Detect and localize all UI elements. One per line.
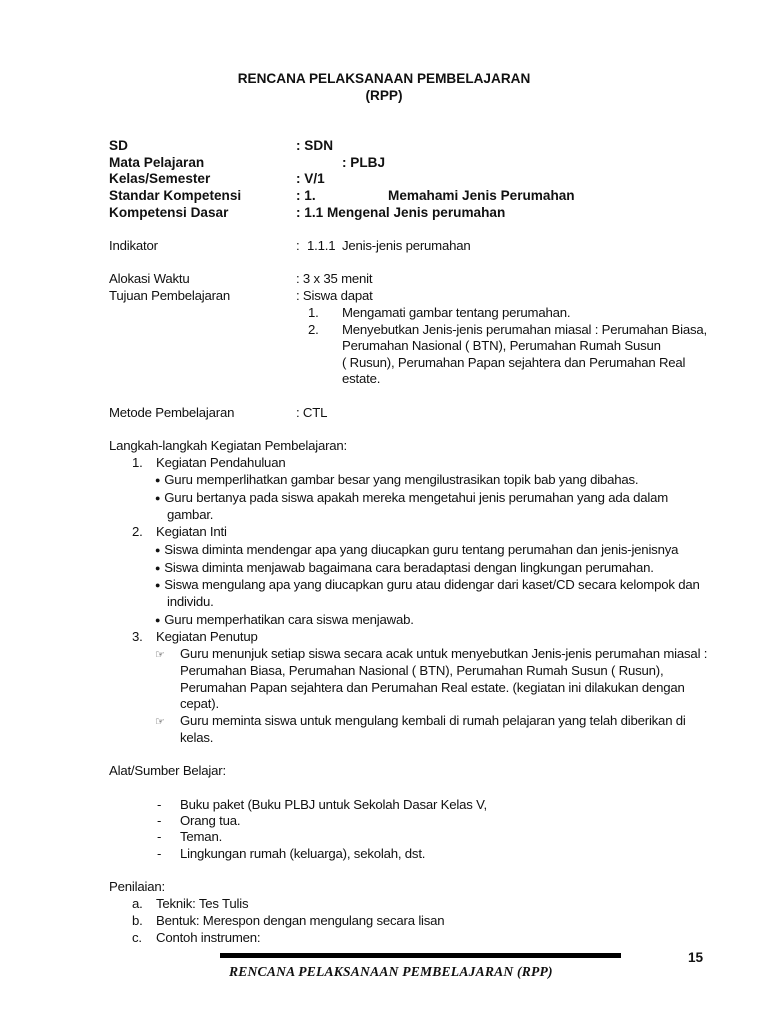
identity-value: : PLBJ — [342, 155, 386, 170]
section-number: 3. — [132, 629, 143, 644]
bullet-item: Guru meminta siswa untuk mengulang kembali di rumah pelajaran yang telah diberikan di — [180, 713, 686, 728]
page-number: 15 — [688, 950, 704, 965]
footer-title: RENCANA PELAKSANAAN PEMBELAJARAN (RPP) — [229, 964, 553, 979]
bullet-item: ● Siswa mengulang apa yang diucapkan guru atau didengar dari kaset/CD secara kelompok dan — [155, 577, 700, 592]
bullet-icon: ● — [155, 545, 161, 555]
identity-value: : SDN — [296, 138, 334, 153]
tujuan-item-number: 1. — [308, 305, 319, 320]
bullet-icon: ● — [155, 493, 161, 503]
indikator-colon: : — [296, 238, 300, 253]
bullet-item: ● Siswa diminta mendengar apa yang diucapkan guru tentang perumahan dan jenis-jenisnya — [155, 542, 679, 557]
identity-label: Mata Pelajaran — [109, 155, 205, 170]
bullet-icon: ● — [155, 580, 161, 590]
pointing-hand-icon: ☞ — [155, 716, 165, 728]
tujuan-item-text: Menyebutkan Jenis-jenis perumahan miasal : Perumahan Biasa, — [342, 322, 707, 337]
alokasi-label: Alokasi Waktu — [109, 271, 190, 286]
tujuan-value: : Siswa dapat — [296, 288, 373, 303]
document-subtitle: (RPP) — [365, 88, 403, 103]
section-title: Kegiatan Inti — [156, 524, 227, 539]
bullet-item-continuation: gambar. — [167, 507, 214, 522]
section-number: 1. — [132, 455, 143, 470]
bullet-item-continuation: cepat). — [180, 696, 219, 711]
penilaian-letter: c. — [132, 930, 142, 945]
bullet-icon: ● — [155, 475, 161, 485]
penilaian-letter: b. — [132, 913, 143, 928]
dash-marker: - — [157, 797, 162, 812]
indikator-number: 1.1.1 — [307, 238, 336, 253]
footer-rule — [220, 953, 621, 958]
bullet-icon: ● — [155, 563, 161, 573]
metode-value: : CTL — [296, 405, 328, 420]
tujuan-item-text: Mengamati gambar tentang perumahan. — [342, 305, 571, 320]
langkah-heading: Langkah-langkah Kegiatan Pembelajaran: — [109, 438, 348, 453]
bullet-item: ● Guru memperhatikan cara siswa menjawab. — [155, 612, 414, 627]
bullet-item: Guru menunjuk setiap siswa secara acak untuk menyebutkan Jenis-jenis perumahan miasal : — [180, 646, 708, 661]
bullet-item-continuation: kelas. — [180, 730, 214, 745]
alat-item: Lingkungan rumah (keluarga), sekolah, dst. — [180, 846, 426, 861]
alokasi-value: : 3 x 35 menit — [296, 271, 373, 286]
penilaian-item: Contoh instrumen: — [156, 930, 261, 945]
alat-item: Buku paket (Buku PLBJ untuk Sekolah Dasar Kelas V, — [180, 797, 487, 812]
identity-value: : V/1 — [296, 171, 325, 186]
document-title: RENCANA PELAKSANAAN PEMBELAJARAN — [237, 71, 531, 86]
penilaian-item: Bentuk: Merespon dengan mengulang secara lisan — [156, 913, 445, 928]
section-number: 2. — [132, 524, 143, 539]
alat-heading: Alat/Sumber Belajar: — [109, 763, 226, 778]
bullet-item: ● Guru memperlihatkan gambar besar yang mengilustrasikan topik bab yang dibahas. — [155, 472, 639, 487]
bullet-icon: ● — [155, 615, 161, 625]
indikator-text: Jenis-jenis perumahan — [342, 238, 471, 253]
alat-item: Orang tua. — [180, 813, 241, 828]
identity-label: Kelas/Semester — [109, 171, 211, 186]
section-title: Kegiatan Penutup — [156, 629, 258, 644]
identity-label: SD — [109, 138, 128, 153]
identity-label: Kompetensi Dasar — [109, 205, 229, 220]
dash-marker: - — [157, 829, 162, 844]
bullet-item-continuation: individu. — [167, 594, 214, 609]
penilaian-letter: a. — [132, 896, 143, 911]
identity-label: Standar Kompetensi — [109, 188, 242, 203]
tujuan-item-text: ( Rusun), Perumahan Papan sejahtera dan Perumahan Real — [342, 355, 686, 370]
tujuan-item-text: Perumahan Nasional ( BTN), Perumahan Rumah Susun — [342, 338, 661, 353]
bullet-item: ● Guru bertanya pada siswa apakah mereka mengetahui jenis perumahan yang ada dalam — [155, 490, 669, 505]
indikator-label: Indikator — [109, 238, 158, 253]
tujuan-item-number: 2. — [308, 322, 319, 337]
metode-label: Metode Pembelajaran — [109, 405, 235, 420]
bullet-item-continuation: Perumahan Biasa, Perumahan Nasional ( BTN), Perumahan Rumah Susun ( Rusun), — [180, 663, 664, 678]
bullet-item: ● Siswa diminta menjawab bagaimana cara beradaptasi dengan lingkungan perumahan. — [155, 560, 654, 575]
dash-marker: - — [157, 813, 162, 828]
tujuan-label: Tujuan Pembelajaran — [109, 288, 231, 303]
tujuan-item-text: estate. — [342, 371, 381, 386]
alat-item: Teman. — [180, 829, 223, 844]
identity-value: : 1. — [296, 188, 316, 203]
bullet-item-continuation: Perumahan Papan sejahtera dan Perumahan Real estate. (kegiatan ini dilakukan dengan — [180, 680, 685, 695]
dash-marker: - — [157, 846, 162, 861]
pointing-hand-icon: ☞ — [155, 649, 165, 661]
identity-value-text: Memahami Jenis Perumahan — [388, 188, 575, 203]
identity-value: : 1.1 Mengenal Jenis perumahan — [296, 205, 506, 220]
penilaian-item: Teknik: Tes Tulis — [156, 896, 249, 911]
section-title: Kegiatan Pendahuluan — [156, 455, 286, 470]
penilaian-heading: Penilaian: — [109, 879, 165, 894]
